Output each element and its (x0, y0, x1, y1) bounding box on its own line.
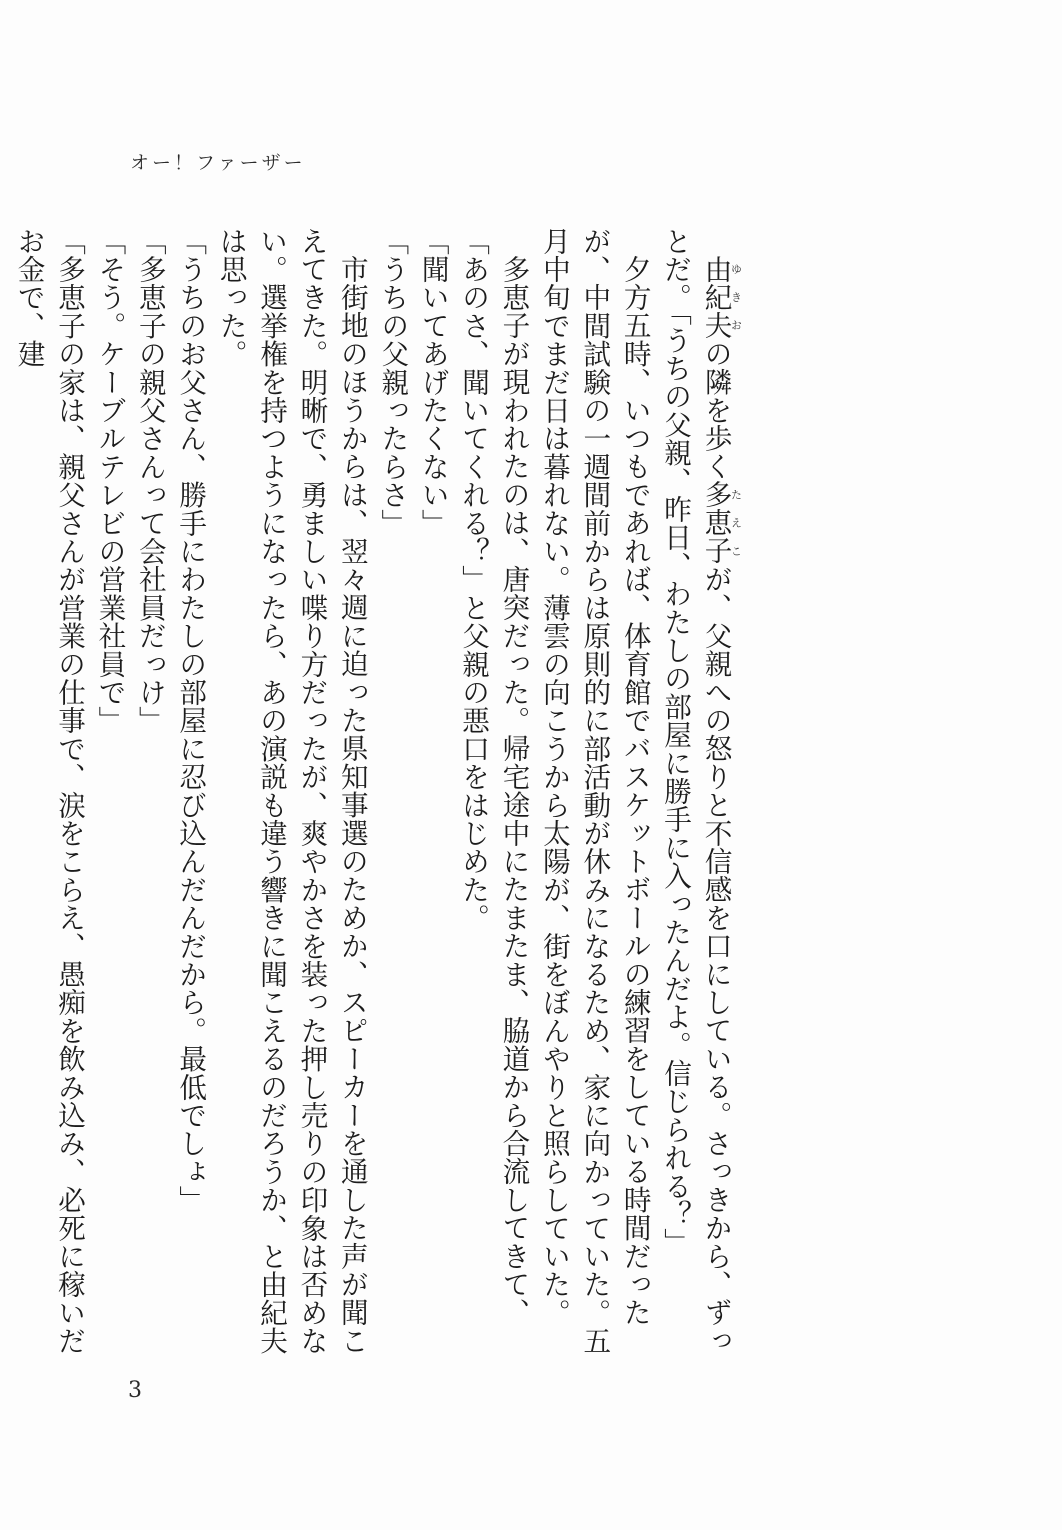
dialogue-line-3: 「うちのお父さん、勝手にわたしの部屋に忍び込んだんだから。最低でしょ」 (174, 227, 208, 1214)
dialogue-line-2: 「うちの父親ったらさ」 (376, 227, 410, 538)
dialogue-line-4: 「多恵子の親父さんって会社員だっけ」 (133, 227, 167, 735)
ruby-taeko (699, 480, 743, 565)
ruby-reading-taeko: たえこ (729, 480, 743, 565)
dialogue-line-6: 「多恵子の家は、親父さんが営業の仕事で、涙をこらえ、愚痴を飲み込み、必死に稼いだお金で、建 (12, 227, 86, 1355)
dialogue-line-5: 「そう。ケーブルテレビの営業社員で」 (93, 227, 127, 735)
paragraph-2: 夕方五時、いつもであれば、体育館でバスケットボールの練習をしている時間だったが、中間試験の一週間前からは原則的に部活動が休みになるため、家に向かっていた。五月中旬でまだ日は暮れない。薄雲の向こうから太陽が、街をぼんやりと照らしていた。 (537, 227, 652, 1355)
ruby-yukio (699, 254, 743, 340)
paragraph-1 (655, 227, 742, 1367)
ruby-base-taeko: 多恵子 (699, 480, 733, 565)
ruby-base-yukio: 由紀夫 (699, 254, 733, 340)
dialogue-line-1: 「聞いてあげたくない」 (416, 227, 450, 538)
ruby-reading-yukio: ゆきお (729, 254, 743, 340)
page-number: 3 (128, 1378, 142, 1403)
paragraph-1-rest: が、父親への怒りと不信感を口にしている。さっきから、ずっとだ。「うちの父親、昨日、わたしの部屋に勝手に入ったんだよ。信じられる？」 (659, 227, 733, 1355)
paragraph-3: 多恵子が現われたのは、唐突だった。帰宅途中にたまたま、脇道から合流してきて、「あのさ、聞いてくれる？」と父親の悪口をはじめた。 (457, 227, 531, 1327)
paragraph-1-mid: の隣を歩く (699, 339, 733, 481)
body-text (12, 227, 743, 1367)
running-head: オー！ファーザー (130, 152, 306, 174)
paragraph-4: 市街地のほうからは、翌々週に迫った県知事選のためか、スピーカーを通した声が聞こえてきた。明晰で、勇ましい喋り方だったが、爽やかさを装った押し売りの印象は否めない。選挙権を持つようになったら、あの演説も違う響きに聞こえるのだろうか、と由紀夫は思った。 (214, 227, 369, 1355)
